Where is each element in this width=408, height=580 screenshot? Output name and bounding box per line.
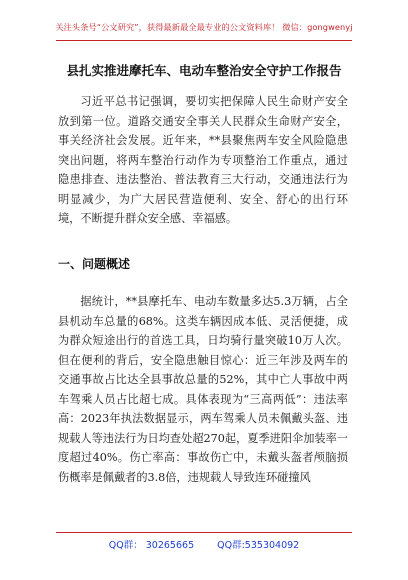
intro-paragraph: 习近平总书记强调，要切实把保障人民生命财产安全放到第一位。道路交通安全事关人民群众生命财产安全，事关经济社会发展。近年来，**县聚焦两车安全风险隐患突出问题，将两车整治行动作为专项整治工作重点，通过隐患排查、违法整治、普法教育三大行动，交通违法行为明显减少，为广大居民营造便利、安全、舒心的出行环境，不断提升群众安全感、幸福感。	[58, 95, 348, 225]
footer-divider	[56, 532, 352, 533]
header-divider	[56, 40, 352, 41]
section1-paragraph: 据统计，**县摩托车、电动车数量多达5.3万辆，占全县机动车总量的68%。这类车辆因成本低、灵活便捷，成为群众短途出行的首选工具，日均骑行量突破10万人次。但在便利的背后，安全隐患触目惊心：近三年涉及两车的交通事故占比达全县事故总量的52%，其中亡人事故中两车驾乘人员占比超七成。具体表现为“三高两低”：违法率高：2023年执法数据显示，两车驾乘人员未佩戴头盔、违规载人等违法行为日均查处超270起，夏季进阳伞加装率一度超过40%。伤亡率高：事故伤亡中，未戴头盔者颅脑损伤概率是佩戴者的3.8倍，违规载人导致连环碰撞风	[58, 295, 348, 484]
section-heading-problem-overview: 一、问题概述	[58, 256, 131, 271]
document-title: 县扎实推进摩托车、电动车整治安全守护工作报告	[66, 63, 342, 78]
footer-qq-group-2: QQ群:535304092	[217, 540, 300, 551]
footer-qq-group-1: QQ群： 30265665	[108, 540, 195, 551]
header-banner: 关注头条号“公文研究”，获得最新最全最专业的公文资料库！ 微信：gongwenyj	[55, 22, 353, 32]
document-body	[58, 92, 348, 487]
footer	[0, 537, 408, 551]
